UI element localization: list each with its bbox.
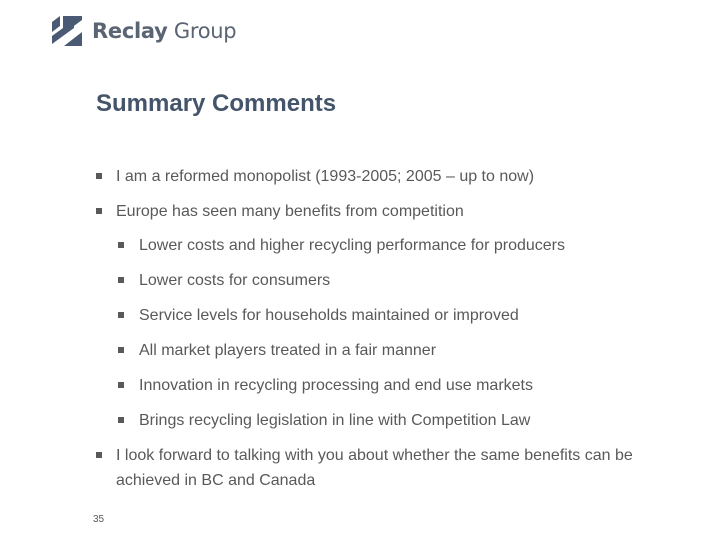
bullet-marker-icon xyxy=(96,452,102,458)
logo-suffix: Group xyxy=(173,19,237,43)
bullet-marker-icon xyxy=(118,312,124,318)
logo-wordmark xyxy=(92,19,236,43)
bullet-text: I am a reformed monopolist (1993-2005; 2005 – up to now) xyxy=(116,168,535,185)
bullet-text: Lower costs and higher recycling performance for producers xyxy=(139,237,565,254)
bullet-text: All market players treated in a fair manner xyxy=(139,342,437,359)
slide-title: Summary Comments xyxy=(96,90,337,117)
sub-bullet-item xyxy=(118,338,688,363)
bullet-marker-icon xyxy=(96,208,102,214)
bullet-text: Brings recycling legislation in line with Competition Law xyxy=(139,412,531,429)
bullet-marker-icon xyxy=(96,173,102,179)
page-number: 35 xyxy=(93,514,105,525)
bullet-item xyxy=(96,443,656,493)
sub-bullet-item xyxy=(118,303,688,328)
bullet-text: Innovation in recycling processing and end use markets xyxy=(139,377,533,394)
sub-bullet-item xyxy=(118,373,688,398)
bullet-item xyxy=(96,199,656,224)
bullet-marker-icon xyxy=(118,277,124,283)
bullet-marker-icon xyxy=(118,347,124,353)
bullet-text: Service levels for households maintained or improved xyxy=(139,307,519,324)
company-logo xyxy=(52,14,236,48)
sub-bullet-item xyxy=(118,268,688,293)
bullet-text: Europe has seen many benefits from competition xyxy=(116,203,464,220)
sub-bullet-item xyxy=(118,408,688,433)
logo-brand: Reclay xyxy=(92,19,168,43)
bullet-text: Lower costs for consumers xyxy=(139,272,331,289)
sub-bullet-item xyxy=(118,233,688,258)
bullet-marker-icon xyxy=(118,417,124,423)
bullet-marker-icon xyxy=(118,382,124,388)
reclay-logo-icon xyxy=(52,16,82,46)
bullet-text: I look forward to talking with you about whether the same benefits can be achieved in BC and Canada xyxy=(116,447,633,489)
bullet-item xyxy=(96,164,656,189)
bullet-marker-icon xyxy=(118,242,124,248)
